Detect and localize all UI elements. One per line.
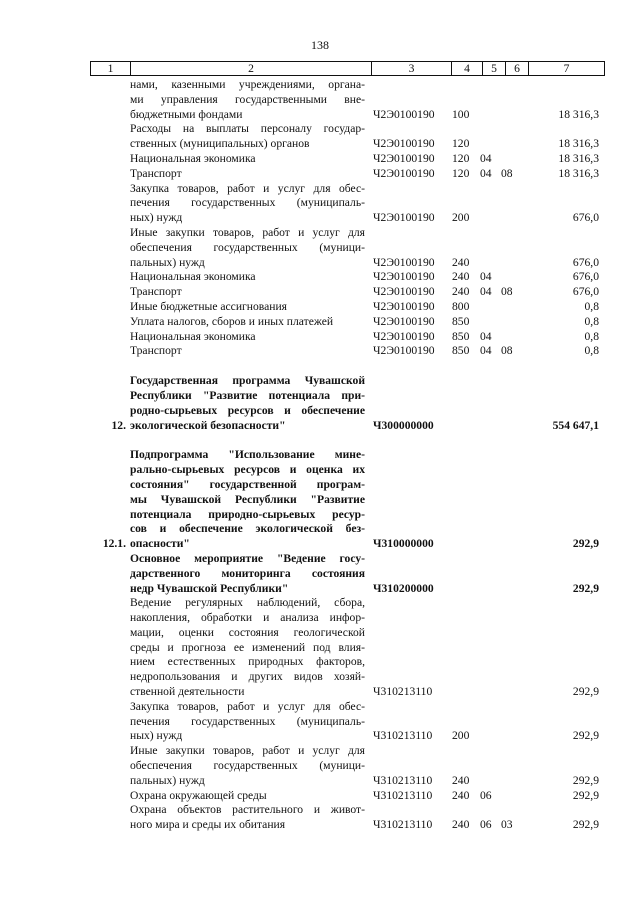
- row-name: [129, 552, 369, 596]
- row-expense-type: 240: [452, 788, 470, 802]
- row-spacer: [90, 359, 605, 374]
- row-name-line: состояния" государственной програм-: [130, 477, 365, 491]
- row-name: [129, 285, 369, 300]
- row-expense-type: 200: [452, 729, 470, 743]
- row-expense-type: 240: [452, 773, 470, 787]
- row-section: 04: [480, 344, 492, 358]
- row-name: [129, 330, 369, 345]
- row-expense-type: 120: [452, 166, 470, 180]
- table-row: [90, 315, 605, 330]
- row-name-line: ственной деятельности: [130, 685, 245, 699]
- row-name-line: обеспечения государственных (муници-: [130, 240, 365, 254]
- row-expense-type: 240: [452, 818, 470, 832]
- row-expense-type: 120: [452, 151, 470, 165]
- table-header: [90, 61, 605, 76]
- row-target-code: Ч300000000: [373, 418, 434, 432]
- row-target-code: Ч310213110: [373, 788, 433, 802]
- row-expense-type: 200: [452, 211, 470, 225]
- row-name-line: ного мира и среды их обитания: [130, 818, 286, 832]
- row-name-line: нами, казенными учреждениями, органа-: [130, 78, 365, 91]
- table-row: [90, 270, 605, 285]
- page-number: 138: [311, 38, 329, 52]
- row-amount: 676,0: [572, 211, 599, 225]
- row-name-line: Иные закупки товаров, работ и услуг для: [130, 225, 365, 239]
- table-row: [90, 700, 605, 744]
- row-amount: 292,9: [572, 818, 599, 832]
- row-expense-type: 240: [452, 255, 470, 269]
- row-expense-type: 800: [452, 299, 470, 313]
- row-name-line: потенциала природно-сырьевых ресур-: [130, 507, 365, 521]
- row-target-code: Ч310213110: [373, 729, 433, 743]
- row-name-line: сов и обеспечение экологической без-: [130, 522, 365, 536]
- table-row: [90, 226, 605, 270]
- table-row: [90, 448, 605, 552]
- row-target-code: Ч2Э0100190: [373, 285, 435, 299]
- row-target-code: Ч310000000: [373, 537, 434, 551]
- table-row: [90, 285, 605, 300]
- row-target-code: Ч2Э0100190: [373, 166, 435, 180]
- header-col-4: 4: [452, 62, 483, 75]
- row-section: 06: [480, 818, 492, 832]
- row-section: 04: [480, 285, 492, 299]
- row-name-line: Закупка товаров, работ и услуг для обес-: [130, 181, 365, 195]
- row-name-line: Подпрограмма "Использование мине-: [130, 448, 365, 462]
- row-name: [129, 78, 369, 122]
- row-name-line: Охрана окружающей среды: [130, 788, 267, 802]
- table-row: [90, 803, 605, 833]
- row-name-line: Охрана объектов растительного и живот-: [130, 803, 365, 817]
- row-name-line: рально-сырьевых ресурсов и оценка их: [130, 463, 365, 477]
- row-name: [129, 182, 369, 226]
- row-name: [129, 789, 369, 804]
- row-name: [129, 315, 369, 330]
- row-amount: 0,8: [584, 314, 599, 328]
- row-expense-type: 850: [452, 329, 470, 343]
- row-name-line: родно-сырьевых ресурсов и обеспечение: [130, 403, 365, 417]
- row-name-line: печения государственных (муниципаль-: [130, 196, 365, 210]
- row-name-line: Республики "Развитие потенциала при-: [130, 388, 365, 402]
- row-spacer: [90, 433, 605, 448]
- row-name-line: нием естественных природных факторов,: [130, 655, 365, 669]
- row-name: [129, 803, 369, 833]
- row-name: [129, 226, 369, 270]
- row-name-line: Иные бюджетные ассигнования: [130, 299, 287, 313]
- row-target-code: Ч2Э0100190: [373, 314, 435, 328]
- row-section: 04: [480, 166, 492, 180]
- table-row: [90, 344, 605, 359]
- header-col-5: 5: [483, 62, 506, 75]
- row-section: 06: [480, 788, 492, 802]
- row-name-line: недр Чувашской Республики": [130, 581, 289, 595]
- row-name-line: среды и прогноза ее изменений под влия-: [130, 640, 365, 654]
- row-name-line: ми управления государственными вне-: [130, 92, 365, 106]
- row-section: 04: [480, 151, 492, 165]
- row-name: [129, 448, 369, 552]
- row-name: [129, 270, 369, 285]
- row-name: [129, 596, 369, 700]
- row-amount: 292,9: [572, 685, 599, 699]
- header-col-2: 2: [131, 62, 372, 75]
- table-row: [90, 152, 605, 167]
- row-target-code: Ч310200000: [373, 581, 434, 595]
- row-number: 12.1.: [102, 537, 126, 551]
- table-row: [90, 300, 605, 315]
- row-name-line: Уплата налогов, сборов и иных платежей: [130, 314, 334, 328]
- row-subsection: 08: [501, 344, 513, 358]
- row-name-line: Транспорт: [130, 285, 182, 299]
- table-row: [90, 552, 605, 596]
- table-row: [90, 596, 605, 700]
- row-target-code: Ч2Э0100190: [373, 299, 435, 313]
- row-target-code: Ч2Э0100190: [373, 107, 435, 121]
- row-amount: 676,0: [572, 270, 599, 284]
- row-target-code: Ч2Э0100190: [373, 329, 435, 343]
- header-col-6: 6: [506, 62, 529, 75]
- row-amount: 0,8: [584, 344, 599, 358]
- table-row: [90, 744, 605, 788]
- row-name-line: пальных) нужд: [130, 255, 205, 269]
- row-name: [129, 700, 369, 744]
- row-amount: 292,9: [572, 537, 599, 551]
- row-name: [129, 300, 369, 315]
- row-subsection: 03: [501, 818, 513, 832]
- row-name-line: бюджетными фондами: [130, 107, 243, 121]
- row-name-line: Закупка товаров, работ и услуг для обес-: [130, 699, 365, 713]
- row-name-line: Национальная экономика: [130, 151, 256, 165]
- row-subsection: 08: [501, 166, 513, 180]
- table-row: [90, 167, 605, 182]
- row-name-line: Иные закупки товаров, работ и услуг для: [130, 744, 365, 758]
- row-number: 12.: [111, 418, 126, 432]
- row-name-line: опасности": [130, 537, 190, 551]
- row-expense-type: 100: [452, 107, 470, 121]
- row-amount: 676,0: [572, 285, 599, 299]
- header-col-7: 7: [563, 62, 570, 75]
- row-target-code: Ч310213110: [373, 685, 433, 699]
- row-target-code: Ч310213110: [373, 818, 433, 832]
- table-row: [90, 78, 605, 122]
- header-col-1: 1: [91, 62, 131, 75]
- row-name-line: Транспорт: [130, 166, 182, 180]
- row-amount: 18 316,3: [558, 107, 599, 121]
- table-row: [90, 374, 605, 433]
- row-section: 04: [480, 270, 492, 284]
- row-name: [129, 374, 369, 433]
- row-name: [129, 122, 369, 152]
- row-name-line: Основное мероприятие "Ведение госу-: [130, 551, 365, 565]
- row-name-line: ных) нужд: [130, 729, 183, 743]
- row-name-line: Ведение регулярных наблюдений, сбора,: [130, 596, 365, 610]
- row-target-code: Ч2Э0100190: [373, 344, 435, 358]
- row-amount: 0,8: [584, 329, 599, 343]
- row-expense-type: 850: [452, 314, 470, 328]
- row-name-line: Расходы на выплаты персоналу государ-: [130, 122, 365, 136]
- header-col-3: 3: [372, 62, 452, 75]
- row-name-line: Национальная экономика: [130, 270, 256, 284]
- row-name: [129, 152, 369, 167]
- row-name-line: Государственная программа Чувашской: [130, 374, 365, 388]
- row-name-line: дарственного мониторинга состояния: [130, 566, 365, 580]
- row-name-line: Транспорт: [130, 344, 182, 358]
- row-name-line: печения государственных (муниципаль-: [130, 714, 365, 728]
- row-amount: 0,8: [584, 299, 599, 313]
- table-body: [90, 78, 605, 833]
- row-target-code: Ч2Э0100190: [373, 211, 435, 225]
- row-amount: 18 316,3: [558, 151, 599, 165]
- row-target-code: Ч2Э0100190: [373, 151, 435, 165]
- row-name-line: накопления, обработки и анализа инфор-: [130, 611, 365, 625]
- row-name-line: обеспечения государственных (муници-: [130, 759, 365, 773]
- row-amount: 18 316,3: [558, 166, 599, 180]
- row-name: [129, 344, 369, 359]
- row-name-line: ных) нужд: [130, 211, 183, 225]
- row-amount: 292,9: [572, 581, 599, 595]
- row-target-code: Ч2Э0100190: [373, 137, 435, 151]
- row-name: [129, 744, 369, 788]
- row-amount: 292,9: [572, 729, 599, 743]
- row-target-code: Ч2Э0100190: [373, 255, 435, 269]
- row-amount: 554 647,1: [552, 418, 599, 432]
- row-amount: 18 316,3: [558, 137, 599, 151]
- row-expense-type: 120: [452, 137, 470, 151]
- row-expense-type: 850: [452, 344, 470, 358]
- row-target-code: Ч2Э0100190: [373, 270, 435, 284]
- table-row: [90, 122, 605, 152]
- row-amount: 676,0: [572, 255, 599, 269]
- row-name-line: мы Чувашской Республики "Развитие: [130, 492, 365, 506]
- row-name-line: Национальная экономика: [130, 329, 256, 343]
- row-name-line: мации, оценки состояния геологической: [130, 625, 365, 639]
- row-name: [129, 167, 369, 182]
- row-section: 04: [480, 329, 492, 343]
- row-subsection: 08: [501, 285, 513, 299]
- row-amount: 292,9: [572, 773, 599, 787]
- row-name-line: ственных (муниципальных) органов: [130, 137, 310, 151]
- table-row: [90, 330, 605, 345]
- row-name-line: экологической безопасности": [130, 418, 286, 432]
- row-name-line: пальных) нужд: [130, 773, 205, 787]
- table-row: [90, 789, 605, 804]
- row-expense-type: 240: [452, 285, 470, 299]
- row-expense-type: 240: [452, 270, 470, 284]
- row-amount: 292,9: [572, 788, 599, 802]
- row-target-code: Ч310213110: [373, 773, 433, 787]
- row-name-line: недропользования и других видов хозяй-: [130, 670, 365, 684]
- table-row: [90, 182, 605, 226]
